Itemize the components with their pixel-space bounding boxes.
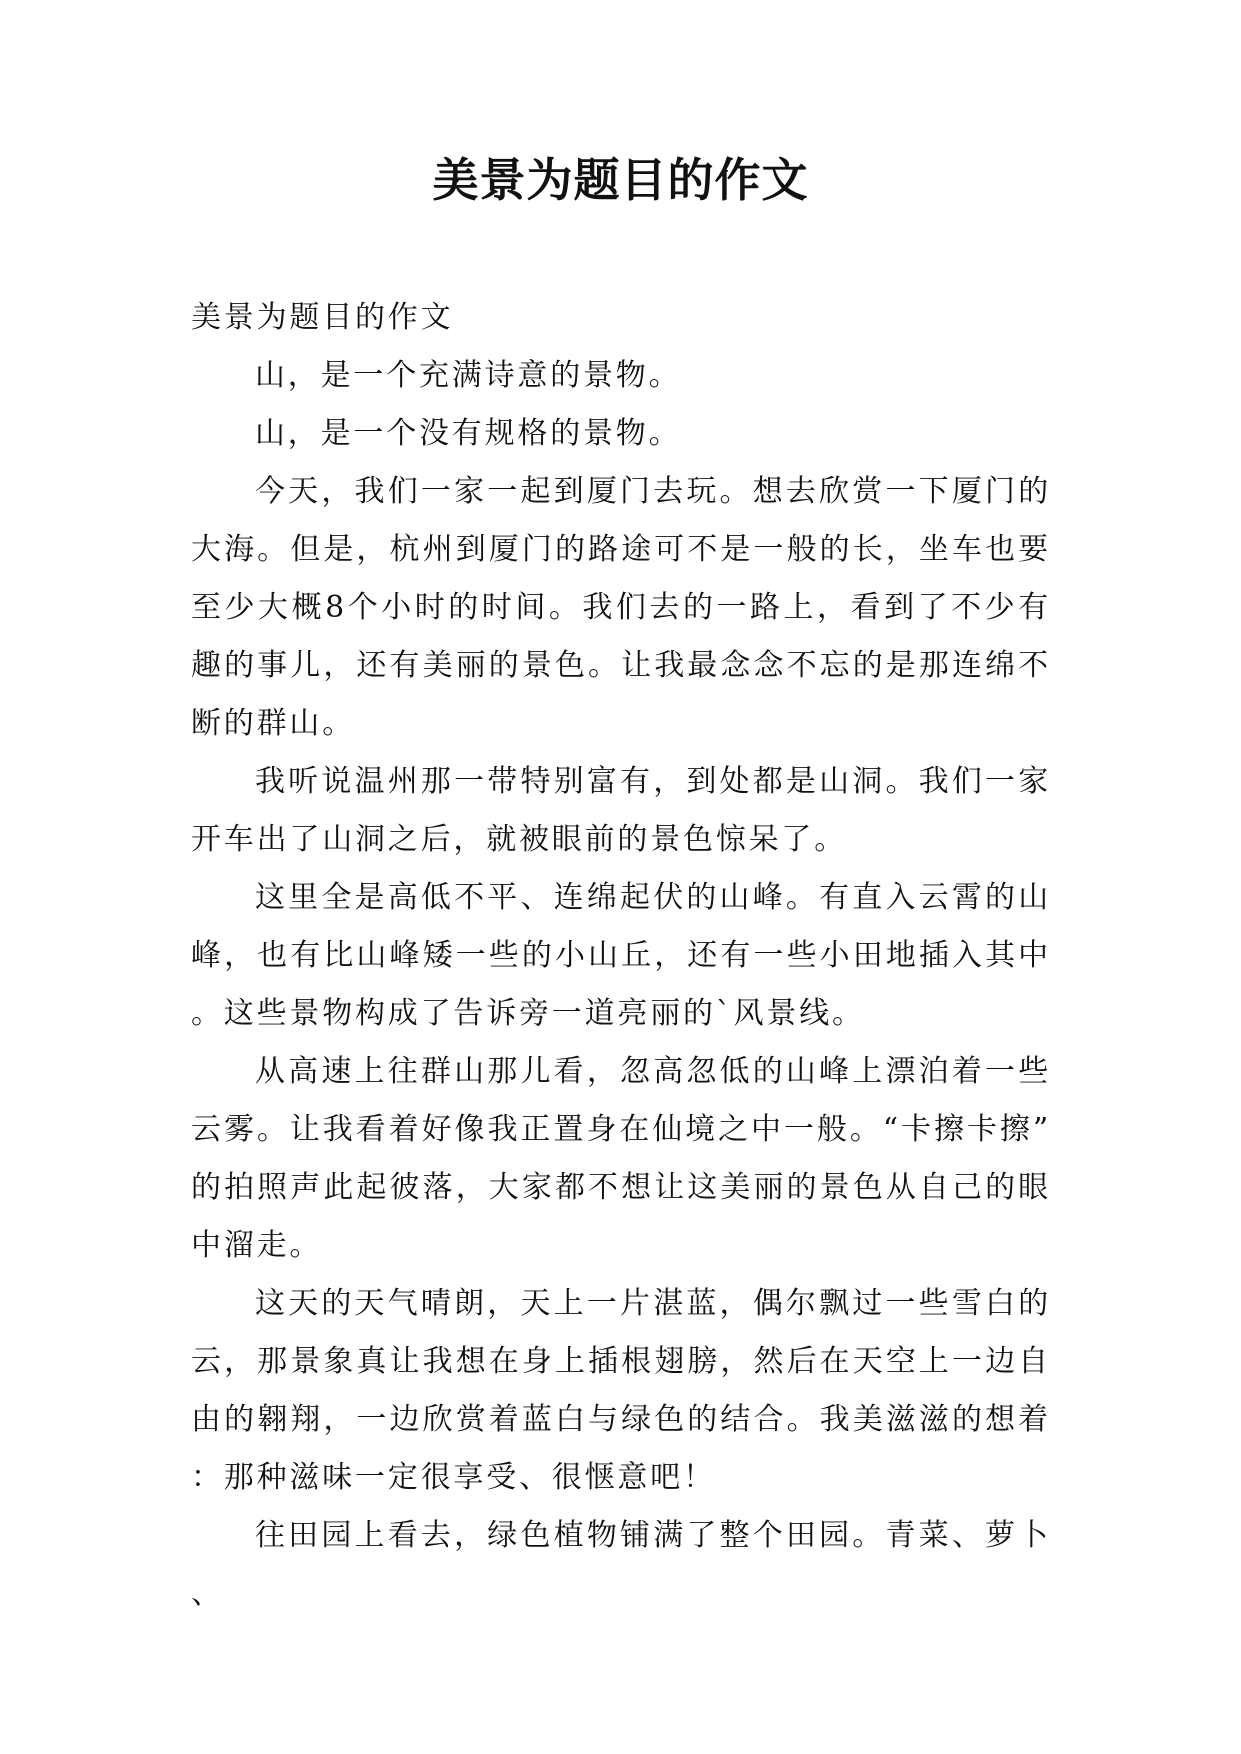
paragraph: 往田园上看去，绿色植物铺满了整个田园。青菜、萝卜、 [191, 1518, 1051, 1611]
paragraph: 这里全是高低不平、连绵起伏的山峰。有直入云霄的山峰，也有比山峰矮一些的小山丘，还有一些小田地插入其中。这些景物构成了告诉旁一道亮丽的`风景线。 [191, 880, 1051, 1031]
document-title: 美景为题目的作文 [432, 153, 809, 207]
paragraph: 从高速上往群山那儿看，忽高忽低的山峰上漂泊着一些云雾。让我看着好像我正置身在仙境之中一般。“卡擦卡擦”的拍照声此起彼落，大家都不想让这美丽的景色从自己的眼中溜走。 [191, 1054, 1051, 1263]
document-body [191, 289, 1051, 1623]
paragraph: 山，是一个充满诗意的景物。 [255, 358, 682, 393]
paragraph: 我听说温州那一带特别富有，到处都是山洞。我们一家开车出了山洞之后，就被眼前的景色惊呆了。 [191, 764, 1051, 857]
paragraph: 这天的天气晴朗，天上一片湛蓝，偶尔飘过一些雪白的云，那景象真让我想在身上插根翅膀，然后在天空上一边自由的翱翔，一边欣赏着蓝白与绿色的结合。我美滋滋的想着：那种滋味一定很享受、很惬意吧！ [191, 1286, 1051, 1495]
paragraph: 山，是一个没有规格的景物。 [255, 416, 682, 451]
paragraph-heading: 美景为题目的作文 [191, 300, 454, 335]
paragraph: 今天，我们一家一起到厦门去玩。想去欣赏一下厦门的大海。但是，杭州到厦门的路途可不是一般的长，坐车也要至少大概8个小时的时间。我们去的一路上，看到了不少有趣的事儿，还有美丽的景色。让我最念念不忘的是那连绵不断的群山。 [191, 474, 1051, 741]
